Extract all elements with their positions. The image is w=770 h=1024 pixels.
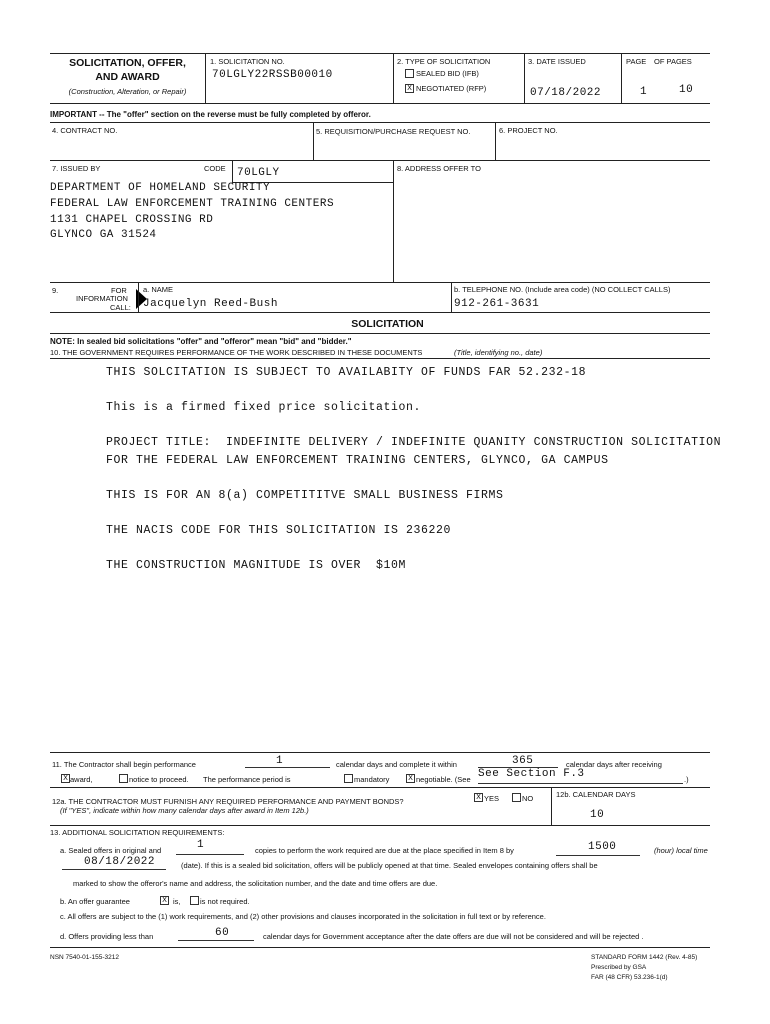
- divider: [50, 787, 710, 788]
- guarantee-is-checkbox[interactable]: X: [160, 896, 169, 905]
- info-item-number: 9.: [52, 286, 59, 295]
- description-line: This is a firmed fixed price solicitation.: [106, 401, 422, 414]
- form-top-border: [50, 53, 710, 54]
- item13d-text: calendar days for Government acceptance after the date offers are due will not be considered and will be rejected .: [263, 932, 644, 941]
- guarantee-isnot-label: is not required.: [200, 897, 250, 906]
- telephone-label: b. TELEPHONE NO. (Include area code) (NO COLLECT CALLS): [454, 285, 671, 294]
- underline: [178, 940, 254, 941]
- due-date-field[interactable]: 08/18/2022: [84, 856, 156, 868]
- bonds-no-checkbox[interactable]: [512, 793, 521, 802]
- divider: [50, 160, 710, 161]
- divider: [393, 53, 394, 103]
- issued-by-line: DEPARTMENT OF HOMELAND SECURITY: [50, 182, 271, 194]
- divider: [138, 282, 139, 312]
- contact-name-label: a. NAME: [143, 285, 174, 294]
- divider: [50, 312, 710, 313]
- calendar-days-label: 12b. CALENDAR DAYS: [556, 790, 636, 799]
- description-line: FOR THE FEDERAL LAW ENFORCEMENT TRAINING CENTERS, GLYNCO, GA CAMPUS: [106, 454, 609, 467]
- divider: [232, 160, 233, 182]
- issued-by-line: FEDERAL LAW ENFORCEMENT TRAINING CENTERS: [50, 198, 335, 210]
- project-no-label: 6. PROJECT NO.: [499, 126, 558, 135]
- divider: [621, 53, 622, 103]
- divider: [50, 358, 710, 359]
- divider: [205, 53, 206, 103]
- item13a-date-text: (date). If this is a sealed bid solicitation, offers will be publicly opened at that time. Sealed envelopes containing offers shall be: [181, 861, 598, 870]
- form-title-line2: AND AWARD: [95, 71, 160, 83]
- issued-by-line: 1131 CHAPEL CROSSING RD: [50, 214, 214, 226]
- form-title-sub: (Construction, Alteration, or Repair): [68, 87, 187, 96]
- divider: [313, 122, 314, 160]
- page-label: PAGE: [626, 57, 647, 66]
- negotiated-label: NEGOTIATED (RFP): [416, 84, 487, 93]
- contact-name-field[interactable]: Jacquelyn Reed-Bush: [143, 298, 278, 310]
- mandatory-label: mandatory: [354, 775, 390, 784]
- prescribed-by-label: Prescribed by GSA: [591, 964, 647, 971]
- divider: [50, 282, 710, 283]
- solicitation-no-label: 1. SOLICITATION NO.: [210, 57, 285, 66]
- divider: [50, 122, 710, 123]
- divider: [393, 160, 394, 282]
- item11-begin-label: 11. The Contractor shall begin performance: [52, 760, 196, 769]
- bonds-yes-label: YES: [484, 794, 500, 803]
- form-title-line1: SOLICITATION, OFFER,: [69, 57, 186, 69]
- award-label: award,: [70, 775, 93, 784]
- item13d-label: d. Offers providing less than: [60, 932, 154, 941]
- item13a-marking-text: marked to show the offeror's name and address, the solicitation number, and the date and time offers are due.: [73, 879, 438, 888]
- mandatory-checkbox[interactable]: [344, 774, 353, 783]
- item10-label: 10. THE GOVERNMENT REQUIRES PERFORMANCE OF THE WORK DESCRIBED IN THESE DOCUMENTS: [50, 348, 423, 357]
- divider: [50, 825, 710, 826]
- solicitation-type-label: 2. TYPE OF SOLICITATION: [397, 57, 491, 66]
- underline: [245, 767, 330, 768]
- item11-complete-label: calendar days and complete it within: [336, 760, 457, 769]
- item11-after-label: calendar days after receiving: [566, 760, 662, 769]
- standard-form-label: STANDARD FORM 1442 (Rev. 4-85): [591, 954, 698, 961]
- underline: [176, 854, 244, 855]
- info-call-label: CALL:: [110, 303, 131, 312]
- performance-period-label: The performance period is: [203, 775, 291, 784]
- description-line: PROJECT TITLE: INDEFINITE DELIVERY / INDEFINITE QUANITY CONSTRUCTION SOLICITATION: [106, 436, 722, 449]
- notice-checkbox[interactable]: [119, 774, 128, 783]
- of-pages-label: OF PAGES: [654, 57, 692, 66]
- see-close-label: .): [684, 775, 689, 784]
- date-issued-label: 3. DATE ISSUED: [528, 57, 586, 66]
- negotiable-checkbox[interactable]: X: [406, 774, 415, 783]
- divider: [451, 282, 452, 312]
- divider: [551, 787, 552, 825]
- info-information-label: INFORMATION: [76, 294, 128, 303]
- award-checkbox[interactable]: X: [61, 774, 70, 783]
- description-line: THE NACIS CODE FOR THIS SOLICITATION IS 236220: [106, 524, 452, 537]
- item12a-label: 12a. THE CONTRACTOR MUST FURNISH ANY REQUIRED PERFORMANCE AND PAYMENT BONDS?: [52, 797, 404, 806]
- header-bottom-border: [50, 103, 710, 104]
- divider: [50, 947, 710, 948]
- important-notice: IMPORTANT -- The "offer" section on the reverse must be fully completed by offeror.: [50, 110, 371, 119]
- copies-field[interactable]: 1: [197, 839, 205, 851]
- see-section-field[interactable]: See Section F.3: [478, 768, 585, 780]
- item12a-sub-label: (If "YES", indicate within how many calendar days after award in Item 12b.): [60, 806, 309, 815]
- total-pages-field[interactable]: 10: [679, 84, 694, 96]
- solicitation-heading: SOLICITATION: [351, 318, 424, 330]
- bonds-yes-checkbox[interactable]: X: [474, 793, 483, 802]
- item13c-text: c. All offers are subject to the (1) work requirements, and (2) other provisions and clauses incorporated in the solicitation in full text or by reference.: [60, 912, 546, 921]
- due-hour-field[interactable]: 1500: [588, 841, 617, 853]
- solicitation-no-field[interactable]: 70LGLY22RSSB00010: [212, 69, 333, 81]
- sealed-bid-checkbox[interactable]: [405, 69, 414, 78]
- underline: [478, 783, 683, 784]
- acceptance-days-field[interactable]: 60: [215, 927, 230, 939]
- far-citation-label: FAR (48 CFR) 53.236-1(d): [591, 974, 668, 981]
- begin-days-field[interactable]: 1: [276, 755, 284, 767]
- code-label: CODE: [204, 164, 226, 173]
- underline: [62, 869, 166, 870]
- item10-sub-label: (Title, identifying no., date): [454, 348, 543, 357]
- date-issued-field[interactable]: 07/18/2022: [530, 87, 602, 99]
- item13b-label: b. An offer guarantee: [60, 897, 130, 906]
- requisition-label: 5. REQUISITION/PURCHASE REQUEST NO.: [316, 127, 471, 136]
- info-for-label: FOR: [111, 286, 127, 295]
- negotiated-checkbox[interactable]: X: [405, 84, 414, 93]
- item13-label: 13. ADDITIONAL SOLICITATION REQUIREMENTS:: [50, 828, 225, 837]
- negotiable-label: negotiable. (See: [416, 775, 471, 784]
- guarantee-isnot-checkbox[interactable]: [190, 896, 199, 905]
- complete-days-field[interactable]: 365: [512, 755, 534, 767]
- underline: [556, 855, 640, 856]
- code-field[interactable]: 70LGLY: [237, 167, 280, 179]
- issued-by-label: 7. ISSUED BY: [52, 164, 101, 173]
- notice-label: notice to proceed.: [129, 775, 189, 784]
- description-line: THIS IS FOR AN 8(a) COMPETITITVE SMALL BUSINESS FIRMS: [106, 489, 504, 502]
- item13a-copies-label: copies to perform the work required are due at the place specified in Item 8 by: [255, 846, 514, 855]
- address-offer-label: 8. ADDRESS OFFER TO: [397, 164, 481, 173]
- description-line: THE CONSTRUCTION MAGNITUDE IS OVER $10M: [106, 559, 407, 572]
- divider: [524, 53, 525, 103]
- contract-no-label: 4. CONTRACT NO.: [52, 126, 118, 135]
- bonds-no-label: NO: [522, 794, 534, 803]
- note-text: NOTE: In sealed bid solicitations "offer" and "offeror" mean "bid" and "bidder.": [50, 337, 352, 346]
- calendar-days-field[interactable]: 10: [590, 809, 605, 821]
- divider: [495, 122, 496, 160]
- issued-by-line: GLYNCO GA 31524: [50, 229, 157, 241]
- guarantee-is-label: is,: [173, 897, 181, 906]
- divider: [50, 752, 710, 753]
- item13a-label: a. Sealed offers in original and: [60, 846, 162, 855]
- sealed-bid-label: SEALED BID (IFB): [416, 69, 479, 78]
- hour-local-time-label: (hour) local time: [654, 846, 708, 855]
- description-line: THIS SOLCITATION IS SUBJECT TO AVAILABITY OF FUNDS FAR 52.232-18: [106, 366, 587, 379]
- telephone-field[interactable]: 912-261-3631: [454, 298, 540, 310]
- divider: [50, 333, 710, 334]
- nsn-number: NSN 7540-01-155-3212: [50, 954, 120, 961]
- page-number-field[interactable]: 1: [640, 86, 648, 98]
